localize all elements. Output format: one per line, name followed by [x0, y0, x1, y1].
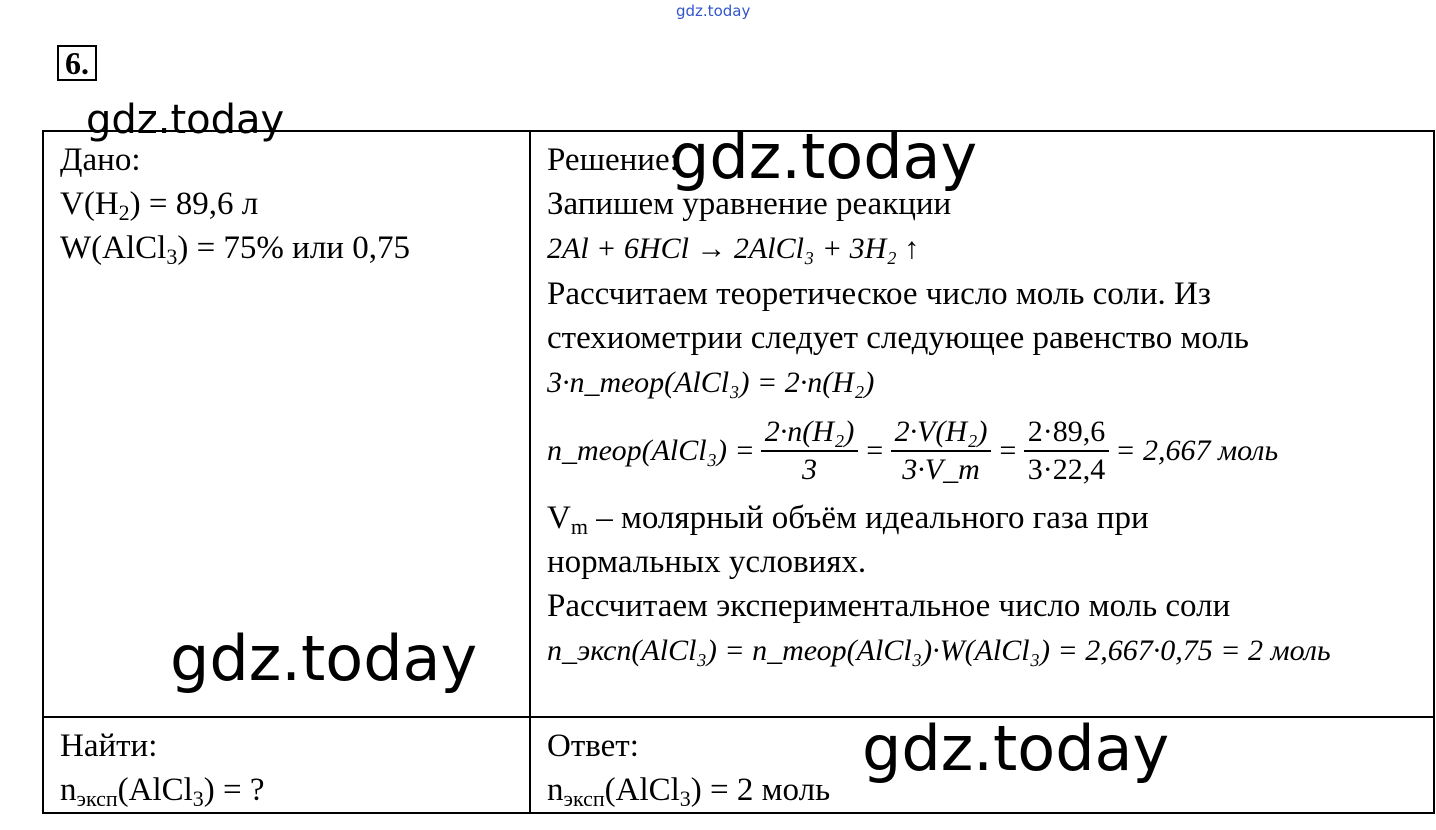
molar-volume-note-l1: $V_m$ – молярный объём идеального газа при	[547, 500, 1149, 539]
calc-lhs: n_теор(AlCl₃) =	[547, 434, 755, 467]
given-volume: $V(H_2) = 89,6$ л	[60, 186, 259, 225]
fraction-numbers: $\frac{2\cdot 89,6}{3\cdot 22,4}$	[1024, 414, 1110, 488]
given-title: Дано:	[60, 142, 141, 178]
find-title: Найти:	[60, 728, 158, 764]
answer-value: $n_{эксп}(AlCl_3) = 2$ моль	[547, 772, 831, 811]
reaction-equation: 2Al + 6HCl → 2AlCl₃ + 3H₂ ↑	[547, 232, 920, 265]
watermark-4: gdz.today	[862, 712, 1170, 785]
answer-title: Ответ:	[547, 728, 639, 764]
task-number: 6.	[57, 45, 97, 81]
step-theoretical-l2: стехиометрии следует следующее равенство моль	[547, 320, 1249, 356]
calc-result: = 2,667 моль	[1115, 434, 1279, 467]
step-experimental: Рассчитаем экспериментальное число моль соли	[547, 588, 1231, 624]
watermark-1: gdz.today	[86, 97, 285, 143]
stoichiometry-equality: 3·n_теор(AlCl₃) = 2·n(H₂)	[547, 366, 875, 399]
step-reaction-text: Запишем уравнение реакции	[547, 186, 952, 222]
step-theoretical-l1: Рассчитаем теоретическое число моль соли. Из	[547, 276, 1211, 312]
find-cell	[43, 717, 530, 813]
solution-cell	[530, 131, 1434, 717]
molar-volume-note-l2: нормальных условиях.	[547, 544, 867, 580]
watermark-3: gdz.today	[170, 622, 478, 695]
top-watermark: gdz.today	[676, 2, 751, 20]
fraction-moles: $\frac{\text{2·n(H₂)}}{3}$	[761, 414, 859, 488]
theoretical-calculation: n_теор(AlCl₃) = $\frac{\text{2·n(H₂)}}{3}$ = $\frac{\text{2·V(H₂)}}{3\cdot V\_m}$ = $\frac{2\cdot 89,6}{3\cdot 22,4}$ = 2,667 моль	[547, 415, 1279, 486]
fraction-volume: $\frac{\text{2·V(H₂)}}{3\cdot V\_m}$	[891, 414, 992, 488]
watermark-2: gdz.today	[670, 120, 978, 193]
solution-table	[42, 130, 1435, 814]
given-yield: W(AlCl$_3$) = 75% или 0,75	[60, 230, 410, 269]
find-target: $n_{эксп}(AlCl_3)$ = ?	[60, 772, 265, 811]
solution-title: Решение:	[547, 142, 679, 178]
experimental-equation: n_эксп(AlCl₃) = n_теор(AlCl₃)·W(AlCl₃) = 2,667·0,75 = 2 моль	[547, 634, 1331, 667]
